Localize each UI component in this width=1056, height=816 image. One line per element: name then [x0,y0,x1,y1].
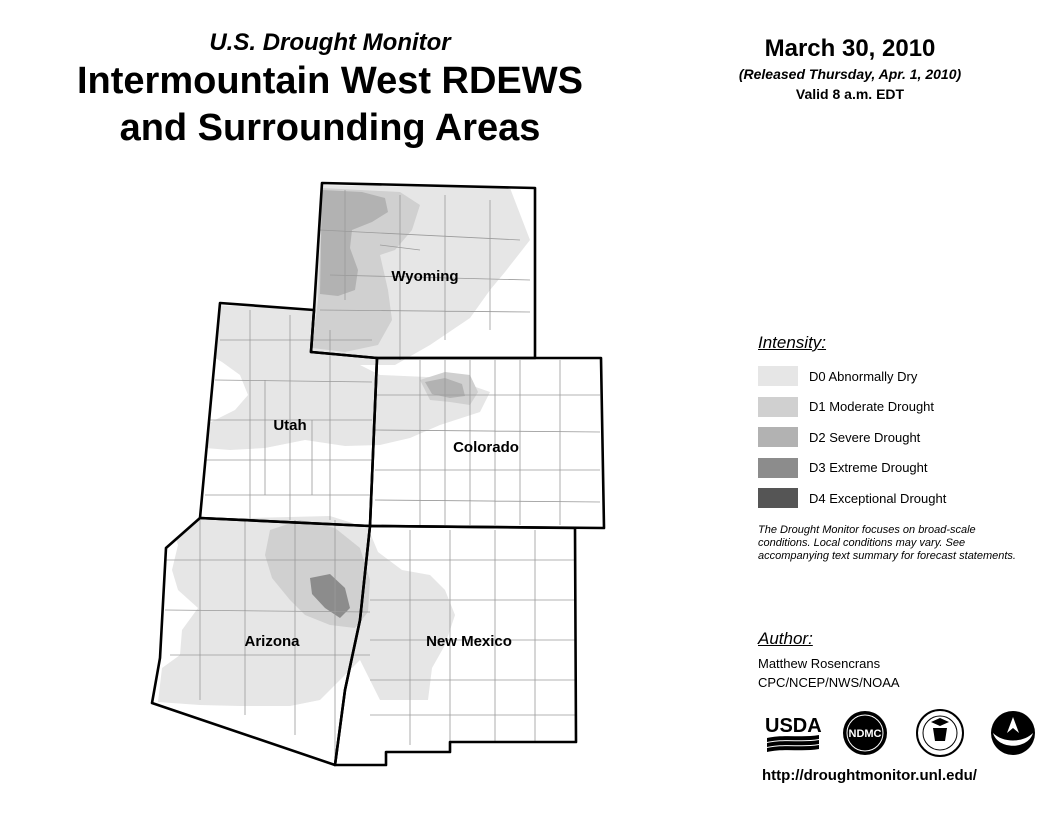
main-title-line2: and Surrounding Areas [119,107,541,149]
ndmc-logo-text: NDMC [848,728,882,740]
legend-item-d4 [758,483,1028,514]
author-heading: Author: [758,629,813,648]
date-block [710,34,990,104]
legend-label-d1: D1 Moderate Drought [809,399,935,415]
supertitle: U.S. Drought Monitor [209,29,451,56]
state-label-utah: Utah [273,417,307,434]
legend-heading: Intensity: [758,333,827,352]
usda-logo-text: USDA [765,715,822,737]
disclaimer-note: The Drought Monitor focuses on broad-scale conditions. Local conditions may vary. See accompanying text summary for forecast statements. [758,524,1016,562]
agency-logos [763,708,1043,758]
title-block [20,28,640,152]
legend-swatch-d2 [758,427,798,447]
legend-swatch-d4 [758,488,798,508]
author-name: Matthew Rosencrans [758,656,881,671]
legend-item-d1 [758,392,1028,423]
state-label-arizona: Arizona [244,633,300,650]
legend-item-d3 [758,453,1028,484]
website-url[interactable]: http://droughtmonitor.unl.edu/ [762,767,977,784]
legend-label-d3: D3 Extreme Drought [809,460,928,476]
state-label-wyoming: Wyoming [391,268,459,285]
usda-logo [765,715,822,752]
legend-item-d0 [758,361,1028,392]
legend [758,333,1028,514]
map-date: March 30, 2010 [764,35,936,62]
release-date: (Released Thursday, Apr. 1, 2010) [738,66,962,82]
noaa-logo [991,711,1035,755]
legend-label-d2: D2 Severe Drought [809,429,921,445]
main-title-line1: Intermountain West RDEWS [77,60,583,102]
state-label-new-mexico: New Mexico [426,633,512,650]
drought-map [150,180,620,780]
legend-swatch-d1 [758,397,798,417]
legend-swatch-d3 [758,458,798,478]
ndmc-logo [843,711,887,755]
author-org: CPC/NCEP/NWS/NOAA [758,675,900,690]
commerce-seal [917,710,963,756]
legend-swatch-d0 [758,366,798,386]
legend-label-d4: D4 Exceptional Drought [809,490,947,506]
state-label-colorado: Colorado [453,439,519,456]
valid-time: Valid 8 a.m. EDT [795,86,905,102]
legend-label-d0: D0 Abnormally Dry [809,368,918,384]
legend-item-d2 [758,422,1028,453]
